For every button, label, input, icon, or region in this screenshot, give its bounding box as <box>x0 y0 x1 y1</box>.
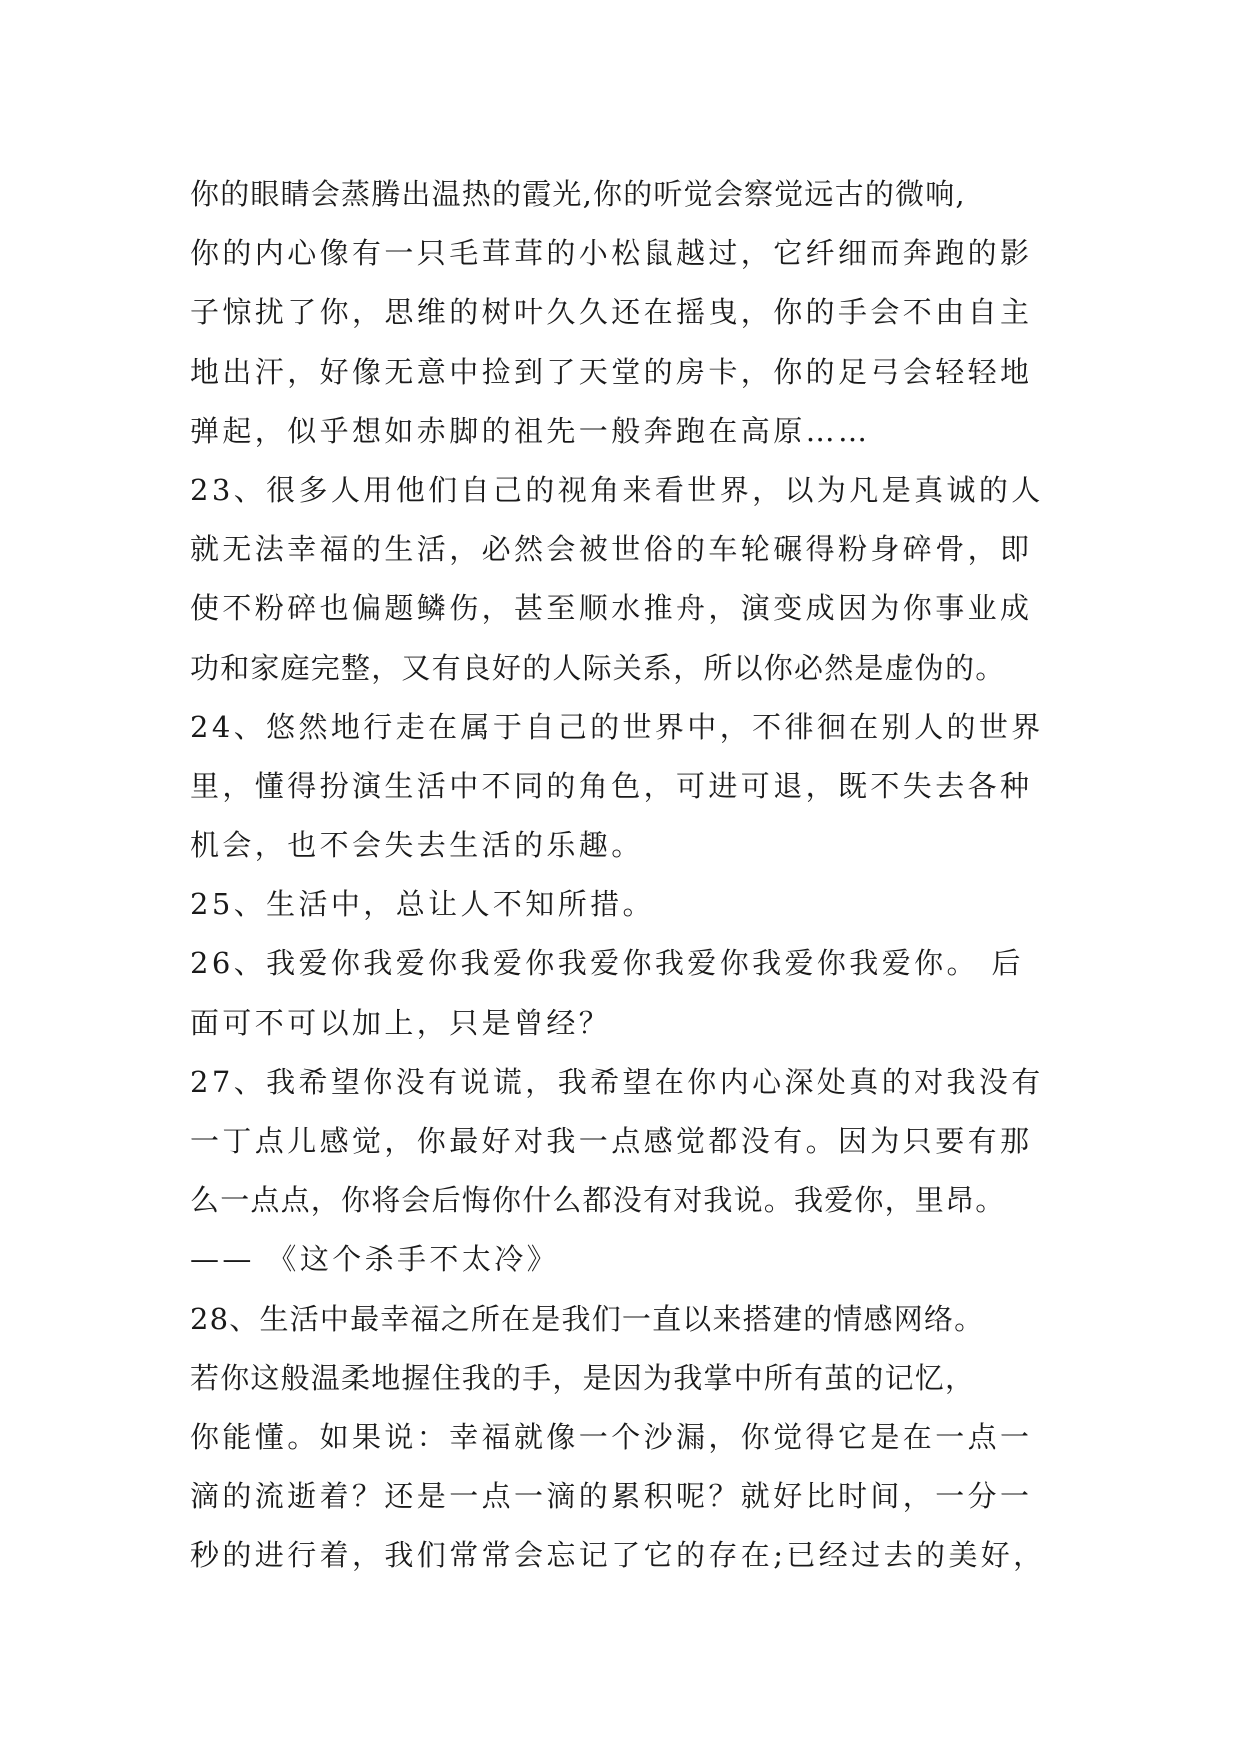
text-line: 地出汗，好像无意中捡到了天堂的房卡，你的足弓会轻轻地 <box>190 354 1033 389</box>
text-line: 秒的进行着，我们常常会忘记了它的存在;已经过去的美好， <box>190 1538 1046 1573</box>
text-line: 28、生活中最幸福之所在是我们一直以来搭建的情感网络。 <box>190 1301 985 1336</box>
text-line: 一丁点儿感觉，你最好对我一点感觉都没有。因为只要有那 <box>190 1124 1033 1158</box>
body-text <box>190 165 1090 1586</box>
text-line: 么一点点，你将会后悔你什么都没有对我说。我爱你，里昂。 <box>190 1183 1006 1218</box>
text-line: 你能懂。如果说：幸福就像一个沙漏，你觉得它是在一点一 <box>190 1419 1033 1454</box>
text-line: 里，懂得扮演生活中不同的角色，可进可退，既不失去各种 <box>190 768 1033 803</box>
text-line: 弹起，似乎想如赤脚的祖先一般奔跑在高原…… <box>190 413 871 448</box>
text-line: 若你这般温柔地握住我的手，是因为我掌中所有茧的记忆， <box>190 1360 976 1395</box>
text-line: 24、悠然地行走在属于自己的世界中，不徘徊在别人的世界 <box>190 709 1044 744</box>
text-line: 子惊扰了你，思维的树叶久久还在摇曳，你的手会不由自主 <box>190 295 1033 330</box>
text-line: 26、我爱你我爱你我爱你我爱你我爱你我爱你我爱你。 后 <box>190 946 1024 981</box>
text-line: 使不粉碎也偏题鳞伤，甚至顺水推舟，演变成因为你事业成 <box>190 591 1033 626</box>
text-line: —— 《这个杀手不太冷》 <box>190 1242 560 1277</box>
text-line: 27、我希望你没有说谎，我希望在你内心深处真的对我没有 <box>190 1064 1044 1099</box>
text-line: 25、生活中，总让人不知所措。 <box>190 887 655 922</box>
text-line: 机会，也不会失去生活的乐趣。 <box>190 828 644 863</box>
text-line: 你的眼睛会蒸腾出温热的霞光,你的听觉会察觉远古的微响, <box>190 177 966 211</box>
text-line: 23、很多人用他们自己的视角来看世界，以为凡是真诚的人 <box>190 472 1044 507</box>
text-line: 功和家庭完整，又有良好的人际关系，所以你必然是虚伪的。 <box>190 650 1006 685</box>
text-line: 面可不可以加上，只是曾经？ <box>190 1005 612 1040</box>
text-line: 你的内心像有一只毛茸茸的小松鼠越过，它纤细而奔跑的影 <box>190 236 1033 271</box>
text-line: 滴的流逝着？还是一点一滴的累积呢？就好比时间，一分一 <box>190 1479 1033 1514</box>
text-line: 就无法幸福的生活，必然会被世俗的车轮碾得粉身碎骨，即 <box>190 532 1033 567</box>
